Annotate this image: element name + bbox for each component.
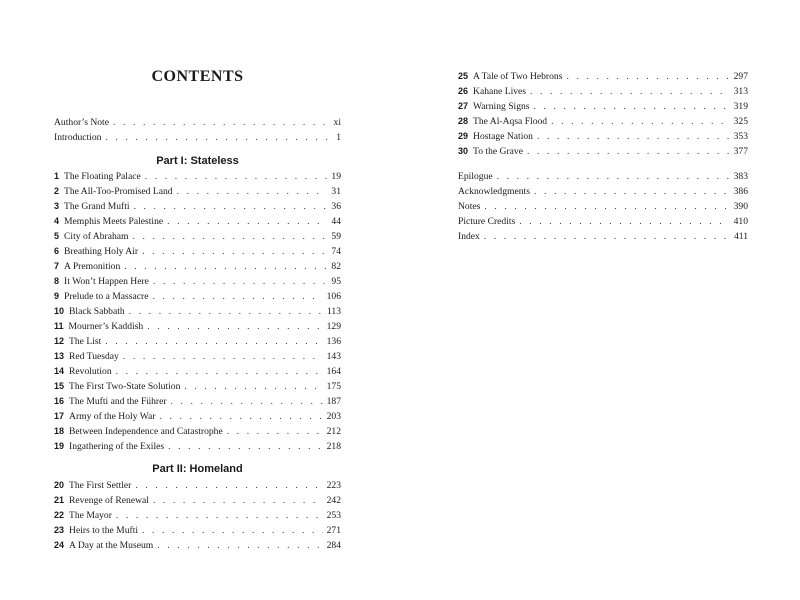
toc-entry-chapter-20[interactable] [54, 478, 341, 493]
entry-label: It Won’t Happen Here [64, 276, 149, 287]
entry-label: The First Two-State Solution [69, 381, 181, 392]
chapter-number: 24 [54, 540, 65, 550]
entry-page: 106 [326, 291, 341, 302]
entry-page: 95 [331, 276, 341, 287]
entry-page: 31 [331, 186, 341, 197]
toc-entry-chapter-9[interactable] [54, 289, 341, 304]
toc-entry-chapter-22[interactable] [54, 508, 341, 523]
entry-label: The Grand Mufti [64, 201, 130, 212]
entry-page: 175 [326, 381, 341, 392]
toc-entry-chapter-8[interactable] [54, 274, 341, 289]
toc-entry-epilogue[interactable] [458, 169, 748, 184]
entry-page: 383 [733, 171, 748, 182]
entry-page: 44 [331, 216, 341, 227]
toc-entry-chapter-26[interactable] [458, 84, 748, 99]
toc-entry-chapter-7[interactable] [54, 259, 341, 274]
toc-entry-chapter-15[interactable] [54, 379, 341, 394]
part-1-heading: Part I: Stateless [156, 155, 239, 167]
toc-entry-notes[interactable] [458, 199, 748, 214]
toc-entry-chapter-2[interactable] [54, 184, 341, 199]
chapter-number: 30 [458, 146, 469, 156]
entry-page: 390 [733, 201, 748, 212]
entry-label: Warning Signs [473, 101, 530, 112]
toc-entry-chapter-17[interactable] [54, 409, 341, 424]
toc-entry-introduction[interactable] [54, 130, 341, 145]
chapter-number: 13 [54, 351, 65, 361]
entry-page: 313 [733, 86, 748, 97]
part-2-heading: Part II: Homeland [152, 463, 243, 475]
entry-page: 129 [326, 321, 341, 332]
entry-label: Author’s Note [54, 117, 109, 128]
entry-page: 242 [326, 495, 341, 506]
entry-page: 325 [733, 116, 748, 127]
entry-label: The First Settler [69, 480, 132, 491]
chapter-number: 3 [54, 201, 60, 211]
toc-entry-chapter-23[interactable] [54, 523, 341, 538]
entry-label: Breathing Holy Air [64, 246, 139, 257]
entry-label: The All-Too-Promised Land [64, 186, 173, 197]
toc-entry-chapter-30[interactable] [458, 144, 748, 159]
entry-page: 36 [331, 201, 341, 212]
chapter-number: 25 [458, 71, 469, 81]
entry-label: Acknowledgments [458, 186, 530, 197]
chapter-number: 9 [54, 291, 60, 301]
entry-label: Revenge of Renewal [69, 495, 149, 506]
chapter-number: 5 [54, 231, 60, 241]
entry-label: A Premonition [64, 261, 121, 272]
chapter-number: 16 [54, 396, 65, 406]
entry-label: The List [69, 336, 102, 347]
entry-label: Heirs to the Mufti [69, 525, 139, 536]
toc-entry-chapter-27[interactable] [458, 99, 748, 114]
chapter-number: 18 [54, 426, 65, 436]
entry-page: xi [333, 117, 341, 128]
toc-entry-chapter-13[interactable] [54, 349, 341, 364]
entry-label: Introduction [54, 132, 102, 143]
chapter-number: 2 [54, 186, 60, 196]
entry-label: The Mayor [69, 510, 112, 521]
toc-entry-chapter-3[interactable] [54, 199, 341, 214]
entry-page: 136 [326, 336, 341, 347]
entry-label: Memphis Meets Palestine [64, 216, 164, 227]
chapter-number: 4 [54, 216, 60, 226]
entry-label: Mourner’s Kaddish [68, 321, 144, 332]
chapter-number: 7 [54, 261, 60, 271]
chapter-number: 8 [54, 276, 60, 286]
entry-label: Notes [458, 201, 481, 212]
toc-entry-chapter-5[interactable] [54, 229, 341, 244]
toc-entry-chapter-10[interactable] [54, 304, 341, 319]
chapter-number: 22 [54, 510, 65, 520]
entry-page: 284 [326, 540, 341, 551]
entry-page: 82 [331, 261, 341, 272]
entry-label: Army of the Holy War [69, 411, 156, 422]
entry-page: 353 [733, 131, 748, 142]
entry-page: 319 [733, 101, 748, 112]
chapter-number: 14 [54, 366, 65, 376]
chapter-number: 27 [458, 101, 469, 111]
toc-entry-chapter-16[interactable] [54, 394, 341, 409]
entry-label: Between Independence and Catastrophe [69, 426, 223, 437]
toc-entry-chapter-11[interactable] [54, 319, 341, 334]
toc-entry-chapter-4[interactable] [54, 214, 341, 229]
entry-page: 411 [733, 231, 748, 242]
chapter-number: 17 [54, 411, 65, 421]
toc-entry-chapter-24[interactable] [54, 538, 341, 553]
entry-label: Hostage Nation [473, 131, 533, 142]
chapter-number: 1 [54, 171, 60, 181]
chapter-number: 10 [54, 306, 65, 316]
entry-page: 253 [326, 510, 341, 521]
chapter-number: 19 [54, 441, 65, 451]
toc-entry-chapter-1[interactable] [54, 169, 341, 184]
toc-entry-chapter-12[interactable] [54, 334, 341, 349]
entry-page: 113 [326, 306, 341, 317]
entry-label: Black Sabbath [69, 306, 125, 317]
entry-label: Index [458, 231, 480, 242]
toc-entry-chapter-29[interactable] [458, 129, 748, 144]
entry-page: 74 [331, 246, 341, 257]
entry-label: Epilogue [458, 171, 493, 182]
contents-title: CONTENTS [151, 68, 244, 85]
toc-entry-chapter-19[interactable] [54, 439, 341, 454]
entry-label: Red Tuesday [69, 351, 119, 362]
toc-entry-index[interactable] [458, 229, 748, 244]
entry-label: The Al-Aqsa Flood [473, 116, 548, 127]
chapter-number: 15 [54, 381, 65, 391]
chapter-number: 11 [54, 321, 64, 331]
entry-label: To the Grave [473, 146, 523, 157]
entry-page: 19 [331, 171, 341, 182]
toc-entry-picture-credits[interactable] [458, 214, 748, 229]
chapter-number: 23 [54, 525, 65, 535]
entry-label: City of Abraham [64, 231, 129, 242]
toc-entry-authors-note[interactable] [54, 115, 341, 130]
chapter-number: 28 [458, 116, 469, 126]
entry-page: 377 [733, 146, 748, 157]
entry-label: Kahane Lives [473, 86, 527, 97]
entry-page: 143 [326, 351, 341, 362]
entry-page: 386 [733, 186, 748, 197]
entry-page: 164 [326, 366, 341, 377]
entry-page: 218 [326, 441, 341, 452]
chapter-number: 21 [54, 495, 65, 505]
entry-page: 297 [733, 71, 748, 82]
entry-label: Revolution [69, 366, 112, 377]
toc-entry-chapter-14[interactable] [54, 364, 341, 379]
chapter-number: 6 [54, 246, 60, 256]
entry-page: 59 [331, 231, 341, 242]
entry-label: Picture Credits [458, 216, 516, 227]
entry-page: 271 [326, 525, 341, 536]
toc-entry-chapter-6[interactable] [54, 244, 341, 259]
entry-label: A Day at the Museum [69, 540, 154, 551]
entry-page: 1 [336, 132, 341, 143]
entry-page: 410 [733, 216, 748, 227]
toc-entry-acknowledgments[interactable] [458, 184, 748, 199]
chapter-number: 20 [54, 480, 65, 490]
entry-label: Ingathering of the Exiles [69, 441, 165, 452]
toc-entry-chapter-18[interactable] [54, 424, 341, 439]
chapter-number: 26 [458, 86, 469, 96]
entry-page: 212 [326, 426, 341, 437]
toc-entry-chapter-28[interactable] [458, 114, 748, 129]
entry-page: 203 [326, 411, 341, 422]
toc-entry-chapter-25[interactable] [458, 69, 748, 84]
entry-page: 187 [326, 396, 341, 407]
entry-label: A Tale of Two Hebrons [473, 71, 563, 82]
entry-label: The Mufti and the Führer [69, 396, 167, 407]
entry-label: Prelude to a Massacre [64, 291, 149, 302]
entry-label: The Floating Palace [64, 171, 141, 182]
chapter-number: 12 [54, 336, 65, 346]
toc-entry-chapter-21[interactable] [54, 493, 341, 508]
chapter-number: 29 [458, 131, 469, 141]
entry-page: 223 [326, 480, 341, 491]
